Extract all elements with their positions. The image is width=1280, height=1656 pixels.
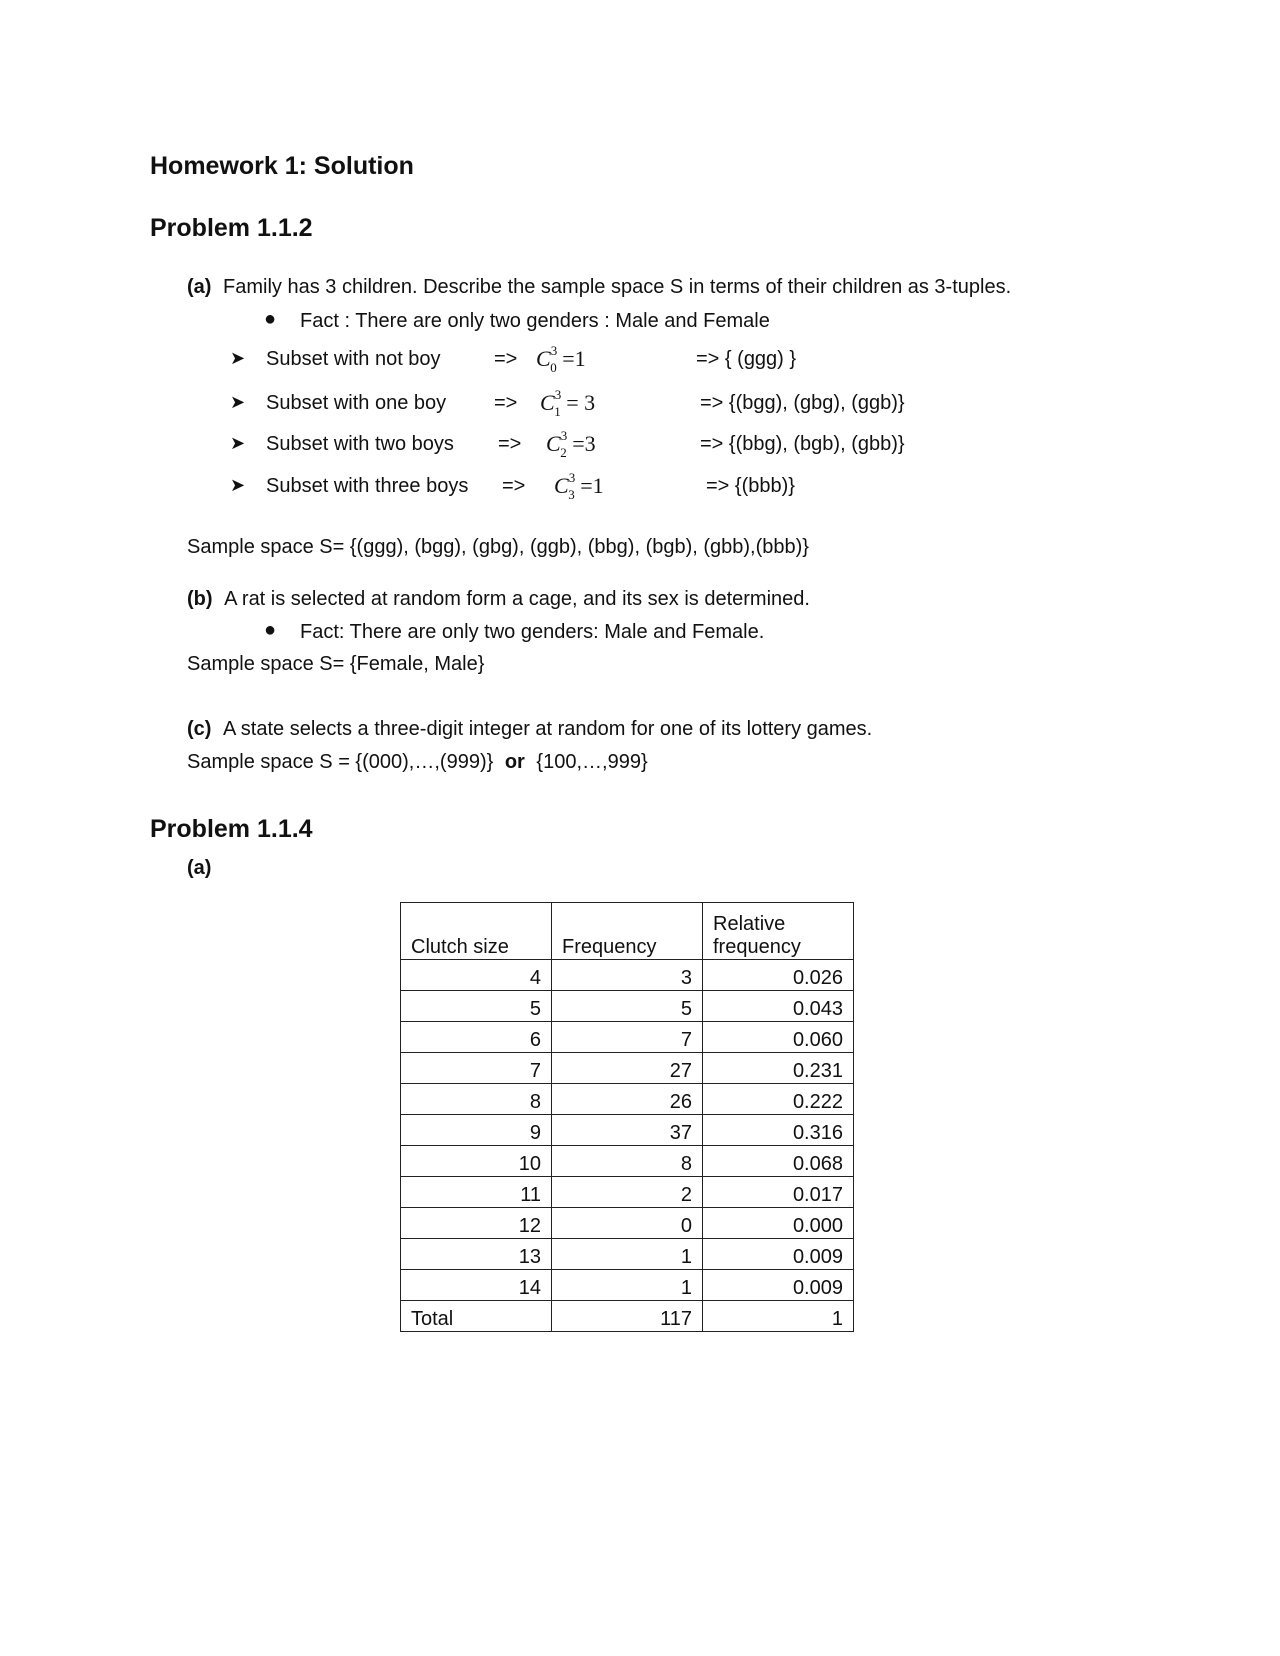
cell-relative-frequency: 0.231 bbox=[703, 1053, 854, 1084]
subset-set-0: => { (ggg) } bbox=[696, 348, 797, 370]
part-b-text: A rat is selected at random form a cage, and its sex is determined. bbox=[224, 588, 810, 610]
total-label: Total bbox=[401, 1301, 552, 1332]
cell-relative-frequency: 0.222 bbox=[703, 1084, 854, 1115]
subset-label-1: Subset with one boy bbox=[266, 392, 447, 414]
cell-relative-frequency: 0.017 bbox=[703, 1177, 854, 1208]
part-c-label: (c) bbox=[187, 718, 212, 740]
cell-frequency: 0 bbox=[552, 1208, 703, 1239]
cell-frequency: 2 bbox=[552, 1177, 703, 1208]
cell-frequency: 8 bbox=[552, 1146, 703, 1177]
arrow-bullet-icon: ➤ bbox=[230, 348, 246, 368]
cell-frequency: 37 bbox=[552, 1115, 703, 1146]
subset-set-2: => {(bbg), (bgb), (gbb)} bbox=[700, 433, 905, 455]
part-c-question bbox=[187, 718, 872, 741]
table-row bbox=[401, 1270, 854, 1301]
cell-relative-frequency: 0.316 bbox=[703, 1115, 854, 1146]
table-row bbox=[401, 1022, 854, 1053]
header-clutch-size: Clutch size bbox=[401, 903, 552, 960]
frequency-table bbox=[400, 902, 854, 1332]
cell-clutch-size: 4 bbox=[401, 960, 552, 991]
subset-arrow-0: => bbox=[494, 348, 518, 370]
cell-relative-frequency: 0.068 bbox=[703, 1146, 854, 1177]
page-title: Homework 1: Solution bbox=[150, 152, 414, 180]
table-row bbox=[401, 1177, 854, 1208]
subset-label-2: Subset with two boys bbox=[266, 433, 454, 455]
subset-set-3: => {(bbb)} bbox=[706, 475, 795, 497]
bullet-dot-icon: ● bbox=[264, 619, 277, 641]
table-total-row bbox=[401, 1301, 854, 1332]
cell-clutch-size: 6 bbox=[401, 1022, 552, 1053]
arrow-bullet-icon: ➤ bbox=[230, 392, 246, 412]
part-a-fact: Fact : There are only two genders : Male and Female bbox=[300, 310, 770, 332]
subset-arrow-3: => bbox=[502, 475, 526, 497]
cell-clutch-size: 12 bbox=[401, 1208, 552, 1239]
combination-formula-2: $C^3_2 =3$ bbox=[546, 428, 596, 460]
problem-114-heading: Problem 1.1.4 bbox=[150, 815, 313, 843]
problem-112-heading: Problem 1.1.2 bbox=[150, 214, 313, 242]
total-frequency: 117 bbox=[552, 1301, 703, 1332]
table-row bbox=[401, 1208, 854, 1239]
part-b-sample-space: Sample space S= {Female, Male} bbox=[187, 653, 485, 675]
cell-clutch-size: 11 bbox=[401, 1177, 552, 1208]
arrow-bullet-icon: ➤ bbox=[230, 433, 246, 453]
cell-frequency: 1 bbox=[552, 1270, 703, 1301]
cell-frequency: 1 bbox=[552, 1239, 703, 1270]
table-header-row bbox=[401, 903, 854, 960]
header-frequency: Frequency bbox=[552, 903, 703, 960]
cell-relative-frequency: 0.043 bbox=[703, 991, 854, 1022]
cell-relative-frequency: 0.009 bbox=[703, 1239, 854, 1270]
table-row bbox=[401, 991, 854, 1022]
table-row bbox=[401, 1053, 854, 1084]
cell-clutch-size: 5 bbox=[401, 991, 552, 1022]
subset-arrow-2: => bbox=[498, 433, 522, 455]
cell-frequency: 26 bbox=[552, 1084, 703, 1115]
cell-relative-frequency: 0.060 bbox=[703, 1022, 854, 1053]
table-row bbox=[401, 1146, 854, 1177]
bullet-dot-icon: ● bbox=[264, 308, 277, 330]
part-b-fact: Fact: There are only two genders: Male and Female. bbox=[300, 621, 765, 643]
subset-label-0: Subset with not boy bbox=[266, 348, 441, 370]
table-row bbox=[401, 1239, 854, 1270]
combination-formula-1: $C^3_1 = 3$ bbox=[540, 387, 596, 419]
cell-frequency: 7 bbox=[552, 1022, 703, 1053]
table-row bbox=[401, 1115, 854, 1146]
table-row bbox=[401, 960, 854, 991]
header-relative-frequency: Relative frequency bbox=[703, 903, 854, 960]
part-b-question bbox=[187, 588, 810, 611]
cell-clutch-size: 7 bbox=[401, 1053, 552, 1084]
part-c-text: A state selects a three-digit integer at random for one of its lottery games. bbox=[223, 718, 873, 740]
part-c-sample-space: Sample space S = {(000),…,(999)} or {100,…,999} bbox=[187, 751, 648, 773]
cell-relative-frequency: 0.009 bbox=[703, 1270, 854, 1301]
cell-clutch-size: 8 bbox=[401, 1084, 552, 1115]
part-a-label: (a) bbox=[187, 276, 212, 298]
subset-set-1: => {(bgg), (gbg), (ggb)} bbox=[700, 392, 905, 414]
combination-formula-3: $C^3_3 =1$ bbox=[554, 470, 604, 502]
table-row bbox=[401, 1084, 854, 1115]
part-a-question bbox=[187, 276, 1011, 299]
subset-label-3: Subset with three boys bbox=[266, 475, 469, 497]
cell-relative-frequency: 0.026 bbox=[703, 960, 854, 991]
arrow-bullet-icon: ➤ bbox=[230, 475, 246, 495]
part-b-label: (b) bbox=[187, 588, 213, 610]
cell-clutch-size: 9 bbox=[401, 1115, 552, 1146]
cell-frequency: 27 bbox=[552, 1053, 703, 1084]
subset-arrow-1: => bbox=[494, 392, 518, 414]
part-a-sample-space: Sample space S= {(ggg), (bgg), (gbg), (ggb), (bbg), (bgb), (gbb),(bbb)} bbox=[187, 536, 809, 558]
cell-clutch-size: 10 bbox=[401, 1146, 552, 1177]
problem-114-part-a-label: (a) bbox=[187, 857, 212, 879]
cell-clutch-size: 14 bbox=[401, 1270, 552, 1301]
part-a-text: Family has 3 children. Describe the sample space S in terms of their children as 3-tuples. bbox=[223, 276, 1012, 298]
cell-frequency: 3 bbox=[552, 960, 703, 991]
total-relative-frequency: 1 bbox=[703, 1301, 854, 1332]
cell-relative-frequency: 0.000 bbox=[703, 1208, 854, 1239]
cell-frequency: 5 bbox=[552, 991, 703, 1022]
combination-formula-0: $C^3_0 =1$ bbox=[536, 343, 586, 375]
cell-clutch-size: 13 bbox=[401, 1239, 552, 1270]
